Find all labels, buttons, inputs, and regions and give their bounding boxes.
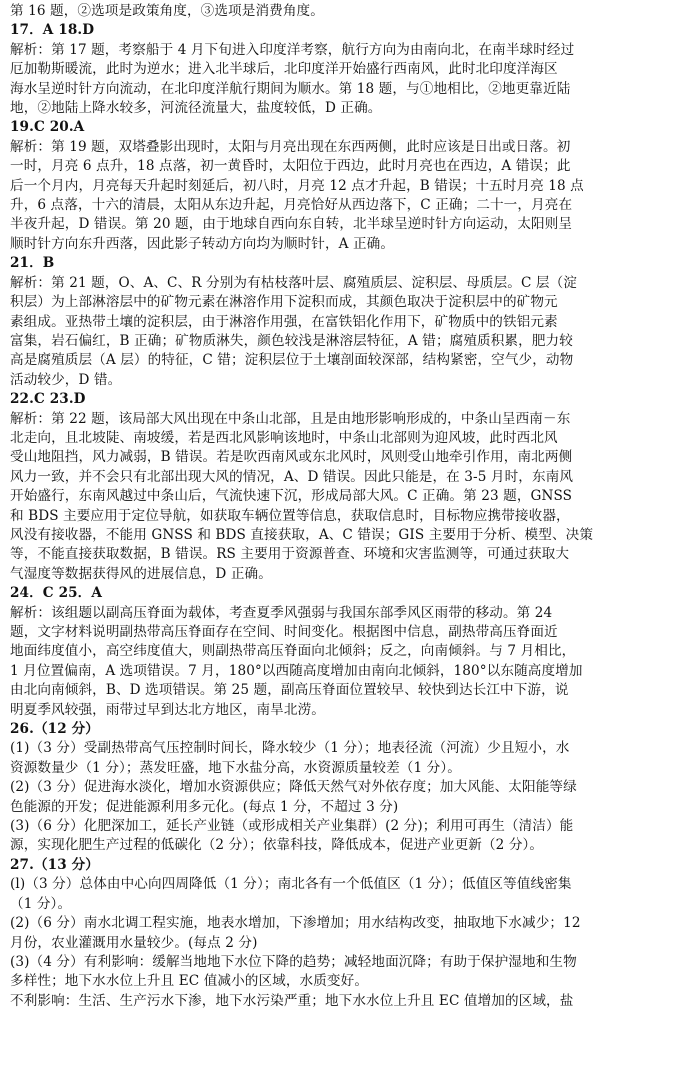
explanation-line: 题，文字材料说明副热带高压脊面存在空间、时间变化。根据图中信息，副热带高压脊面近 [10,624,558,640]
explanation-line: 解析：第 19 题，双塔叠影出现时，太阳与月亮出现在东西两侧，此时应该是日出或日落。初 [10,138,571,155]
explanation-line: 地，②地陆上降水较多，河流径流量大，盐度较低，D 正确。 [10,100,382,117]
explanation-line: 海水呈逆时针方向流动，在北印度洋航行期间为顺水。第 18 题，与①地相比，②地更靠近陆 [10,80,571,97]
explanation-line: 活动较少，D 错。 [10,371,122,388]
explanation-line: 积层）为上部淋溶层中的矿物元素在淋溶作用下淀积而成，其颜色取决于淀积层中的矿物元 [10,294,558,311]
answer-key-line: 26.（12 分） [10,721,99,738]
explanation-line: 一时，月亮 6 点升，18 点落，初一黄昏时，太阳位于西边，此时月亮也在西边，A 错误；此 [10,158,571,175]
answer-key-line: 19.C 20.A [10,119,85,136]
explanation-line: 和 BDS 主要应用于定位导航，如获取车辆位置等信息，获取信息时，目标物应携带接收器， [10,507,570,524]
explanation-line: 月份，农业灌溉用水量较少。(每点 2 分) [10,934,258,951]
explanation-line: 顺时针方向东升西落，因此影子转动方向均为顺时针，A 正确。 [10,235,395,252]
explanation-line: 风力一致，并不会只有北部出现大风的情况，A、D 错误。因此只能是，在 3-5 月时，东南风 [10,468,574,485]
explanation-line: 厄加勒斯暖流，此时为逆水；进入北半球后，北印度洋开始盛行西南风，此时北印度洋海区 [10,61,558,78]
explanation-line: 开始盛行，东南风越过中条山后，气流快速下沉，形成局部大风。C 正确。第 23 题，GNSS [10,488,573,505]
explanation-line: (1)（3 分）受副热带高气压控制时间长，降水较少（1 分）；地表径流（河流）少且短小，水 [10,740,570,757]
explanation-line: 解析：该组题以副高压脊面为载体，考查夏季风强弱与我国东部季风区雨带的移动。第 24 [10,604,553,621]
explanation-line: 不利影响：生活、生产污水下渗，地下水污染严重；地下水水位上升且 EC 值增加的区域，盐 [10,992,574,1009]
explanation-line: 资源数量少（1 分）；蒸发旺盛，地下水盐分高，水资源质量较差（1 分）。 [10,759,461,776]
explanation-line: 多样性；地下水水位上升且 EC 值减小的区域，水质变好。 [10,973,369,990]
explanation-line: 由北向南倾斜，B、D 选项错误。第 25 题，副高压脊面位置较早、较快到达长江中下游，说 [10,682,569,699]
explanation-line: (3)（4 分）有利影响：缓解当地地下水位下降的趋势；减轻地面沉降；有助于保护湿地和生物 [10,953,577,970]
explanation-line: 1 月位置偏南，A 选项错误。7 月，180°以西随高度增加由南向北倾斜，180°以东随高度增加 [10,662,583,679]
explanation-line: 色能源的开发；促进能源利用多元化。(每点 1 分，不超过 3 分) [10,798,399,815]
explanation-line: 半夜升起，D 错误。第 20 题，由于地球自西向东自转，北半球呈逆时针方向运动，太阳则呈 [10,216,573,233]
answer-key-line: 21．B [10,255,55,272]
explanation-line: 解析：第 17 题，考察船于 4 月下旬进入印度洋考察，航行方向为由南向北，在南半球时经过 [10,41,575,58]
explanation-line: 素组成。亚热带土壤的淀积层，由于淋溶作用强，在富铁铝化作用下，矿物质中的铁铝元素 [10,313,558,330]
explanation-line: (l)（3 分）总体由中心向四周降低（1 分）；南北各有一个低值区（1 分）；低值区等值线密集 [10,876,572,893]
explanation-line: 风没有接收器，不能用 GNSS 和 BDS 直接获取，A、C 错误；GIS 主要用于分析、模型、决策 [10,526,594,543]
explanation-line: 富集，岩石偏红，B 正确；矿物质淋失，颜色较浅是淋溶层特征，A 错；腐殖质积累，肥力较 [10,332,573,349]
explanation-line: 解析：第 22 题，该局部大风出现在中条山北部，且是由地形影响形成的，中条山呈西南－东 [10,410,571,427]
explanation-line: 解析：第 21 题，O、A、C、R 分别为有枯枝落叶层、腐殖质层、淀积层、母质层。C 层（淀 [10,274,577,291]
explanation-line: (3)（6 分）化肥深加工，延长产业链（或形成相关产业集群）(2 分)；利用可再生（清洁）能 [10,818,574,835]
explanation-line: 升，6 点落，十六的清晨，太阳从东边升起，月亮恰好从西边落下，C 正确；二十一，月亮在 [10,197,573,214]
explanation-line: (2)（6 分）南水北调工程实施，地表水增加，下渗增加；用水结构改变，抽取地下水减少；12 [10,915,581,932]
answer-key-line: 22.C 23.D [10,391,86,408]
explanation-line: （1 分）。 [10,895,72,912]
explanation-line: 北走向，且北坡陡、南坡缓，若是西北风影响该地时，中条山北部则为迎风坡，此时西北风 [10,429,558,446]
explanation-line: 受山地阻挡，风力减弱，B 错误。若是吹西南风或东北风时，风则受山地牵引作用，南北两侧 [10,449,573,466]
explanation-line: 源，实现化肥生产过程的低碳化（2 分）；依靠科技，降低成本，促进产业更新（2 分）。 [10,837,544,854]
answer-key-line: 27.（13 分） [10,856,99,873]
explanation-line: 地面纬度值小，高空纬度值大，则副热带高压脊面向北倾斜；反之，向南倾斜。与 7 月相比， [10,643,576,660]
explanation-line: 后一个月内，月亮每天升起时刻延后，初八时，月亮 12 点才升起，B 错误；十五时月亮 18 点 [10,177,584,194]
explanation-line: 高是腐殖质层（A 层）的特征，C 错；淀积层位于土壤剖面较深部，结构紧密，空气少，动物 [10,352,574,369]
explanation-line: 气湿度等数据获得风的进展信息，D 正确。 [10,565,272,582]
explanation-line: (2)（3 分）促进海水淡化，增加水资源供应；降低天然气对外依存度；加大风能、太阳能等绿 [10,779,577,796]
explanation-line: 等，不能直接获取数据，B 错误。RS 主要用于资源普查、环境和灾害监测等，可通过获取大 [10,546,570,563]
answer-key-line: 24．C 25．A [10,585,103,602]
answer-key-line: 17．A 18.D [10,22,95,39]
explanation-line: 第 16 题，②选项是政策角度，③选项是消费角度。 [10,3,324,19]
explanation-line: 明夏季风较强，雨带过早到达北方地区，南旱北涝。 [10,701,325,718]
